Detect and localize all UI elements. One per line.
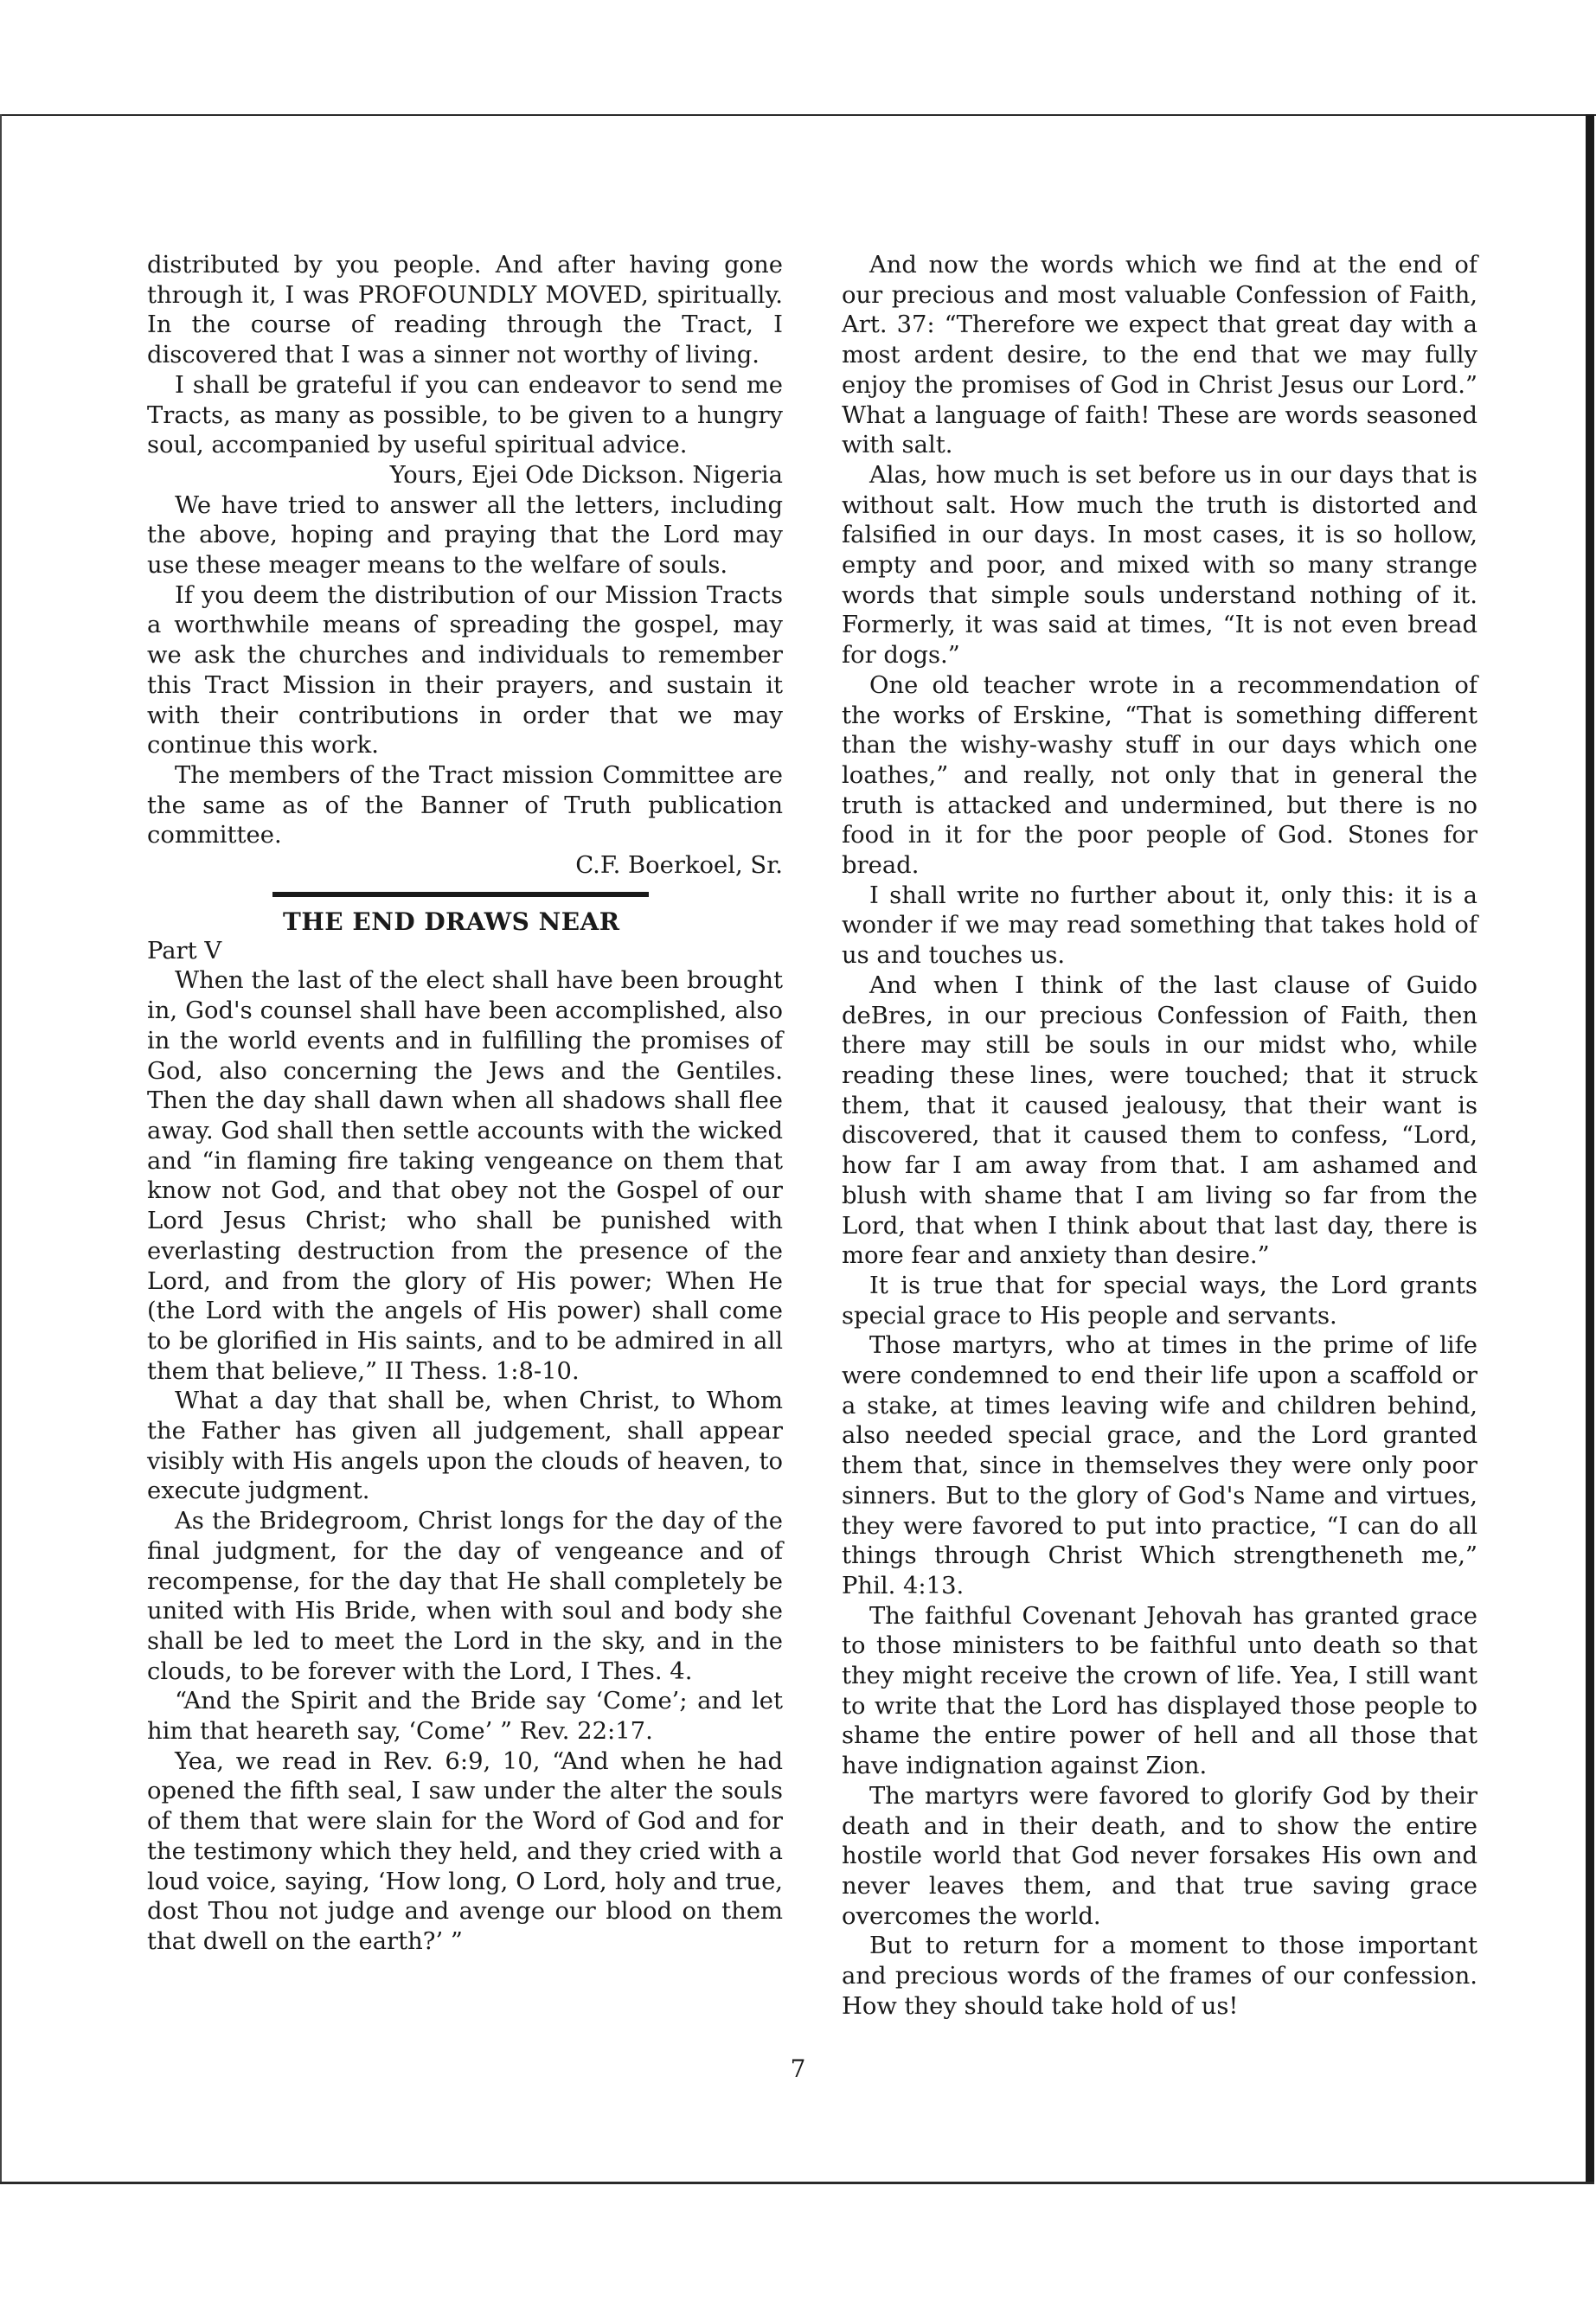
section-title: THE END DRAWS NEAR [283, 907, 620, 936]
article-paragraph: As the Bridegroom, Christ longs for the day of the final judgment, for the day of vengeance and of recompense, for the day that He shall completely be united with His Bride, when with soul and body she shall be led to meet the Lord in the sky, and in the clouds, to be forever with the Lord, I Thes. 4. [147, 1508, 783, 1685]
editor-paragraph: We have tried to answer all the letters, including the above, hoping and praying that the Lord may use these meager means to the welfare of souls. [147, 491, 783, 580]
article-paragraph: Yea, we read in Rev. 6:9, 10, “And when he had opened the fifth seal, I saw under the alter the souls of them that were slain for the Word of God and for the testimony which they held, and they cried with a loud voice, saying, ‘How long, O Lord, holy and true, dost Thou not judge and avenge our blood on them that dwell on the earth?’ ” [147, 1747, 783, 1955]
article-paragraph: And when I think of the last clause of Guido deBres, in our precious Confession of Faith, then there may still be souls in our midst who, while reading these lines, were touched; that it struck them, that it caused jealousy, that their want is discovered, that it caused them to confess, “Lord, how far I am away from that. I am ashamed and blush with shame that I am living so far from the Lord, that when I think about that last day, there is more fear and anxiety than desire.” [842, 971, 1477, 1270]
article-paragraph: Alas, how much is set before us in our days that is without salt. How much the truth is distorted and falsified in our days. In most cases, it is so hollow, empty and poor, and mixed with so many strange words that simple souls understand nothing of it. Formerly, it was said at times, “It is not even bread for dogs.” [842, 461, 1477, 670]
part-label: Part V [147, 937, 222, 965]
title-rule [272, 892, 649, 897]
letter-signature: Yours, Ejei Ode Dickson. Nigeria [389, 461, 783, 489]
article-paragraph: “And the Spirit and the Bride say ‘Come’; and let him that heareth say, ‘Come’ ” Rev. 22:17. [147, 1688, 783, 1746]
article-paragraph: The martyrs were favored to glorify God by their death and in their death, and to show the entire hostile world that God never forsakes His own and never leaves them, and that true saving grace overcomes the world. [842, 1782, 1477, 1930]
article-paragraph: When the last of the elect shall have been brought in, God's counsel shall have been accomplished, also in the world events and in fulfilling the promises of God, also concerning the Jews and the Gentiles. Then the day shall dawn when all shadows shall flee away. God shall then settle accounts with the wicked and “in flaming fire taking vengeance on them that know not God, and that obey not the Gospel of our Lord Jesus Christ; who shall be punished with everlasting destruction from the presence of the Lord, and from the glory of His power; When He (the Lord with the angels of His power) shall come to be glorified in His saints, and to be admired in all them that believe,” II Thess. 1:8-10. [147, 967, 783, 1385]
editor-signature: C.F. Boerkoel, Sr. [575, 852, 783, 880]
article-paragraph: Those martyrs, who at times in the prime of life were condemned to end their life upon a scaffold or a stake, at times leaving wife and children behind, also needed special grace, and the Lord granted them that, since in themselves they were only poor sinners. But to the glory of God's Name and virtues, they were favored to put into practice, “I can do all things through Christ Which strengtheneth me,” Phil. 4:13. [842, 1332, 1477, 1599]
article-paragraph: What a day that shall be, when Christ, to Whom the Father has given all judgement, shall appear visibly with His angels upon the clouds of heaven, to execute judgment. [147, 1388, 783, 1505]
page-edge-bottom [0, 2182, 1594, 2184]
article-paragraph: One old teacher wrote in a recommendation of the works of Erskine, “That is something different than the wishy-washy stuff in our days which one loathes,” and really, not only that in general the truth is attacked and undermined, but there is no food in it for the poor people of God. Stones for bread. [842, 671, 1477, 880]
letter-paragraph: distributed by you people. And after having gone through it, I was PROFOUNDLY MOVED, spiritually. In the course of reading through the Tract, I discovered that I was a sinner not worthy of living. [147, 252, 783, 369]
editor-paragraph: The members of the Tract mission Committee are the same as of the Banner of Truth publication committee. [147, 761, 783, 849]
article-paragraph: It is true that for special ways, the Lord grants special grace to His people and servants. [842, 1272, 1477, 1330]
left-column [147, 251, 783, 1958]
right-column [842, 251, 1477, 2022]
article-paragraph: But to return for a moment to those important and precious words of the frames of our confession. How they should take hold of us! [842, 1932, 1477, 2020]
page-number: 7 [790, 2054, 806, 2083]
page-edge-right [1586, 114, 1594, 2182]
page-edge-top [0, 114, 1596, 116]
article-paragraph: The faithful Covenant Jehovah has granted grace to those ministers to be faithful unto death so that they might receive the crown of life. Yea, I still want to write that the Lord has displayed those people to shame the entire power of hell and all those that have indignation against Zion. [842, 1602, 1477, 1780]
editor-paragraph: If you deem the distribution of our Mission Tracts a worthwhile means of spreading the gospel, may we ask the churches and individuals to remember this Tract Mission in their prayers, and sustain it with their contributions in order that we may continue this work. [147, 581, 783, 760]
letter-paragraph: I shall be grateful if you can endeavor to send me Tracts, as many as possible, to be given to a hungry soul, accompanied by useful spiritual advice. [147, 371, 783, 459]
article-paragraph: I shall write no further about it, only this: it is a wonder if we may read something that takes hold of us and touches us. [842, 881, 1477, 970]
article-paragraph: And now the words which we find at the end of our precious and most valuable Confession of Faith, Art. 37: “Therefore we expect that great day with a most ardent desire, to the end that we may fully enjoy the promises of God in Christ Jesus our Lord.” What a language of faith! These are words seasoned with salt. [842, 252, 1477, 459]
page-edge-left [0, 114, 2, 2182]
